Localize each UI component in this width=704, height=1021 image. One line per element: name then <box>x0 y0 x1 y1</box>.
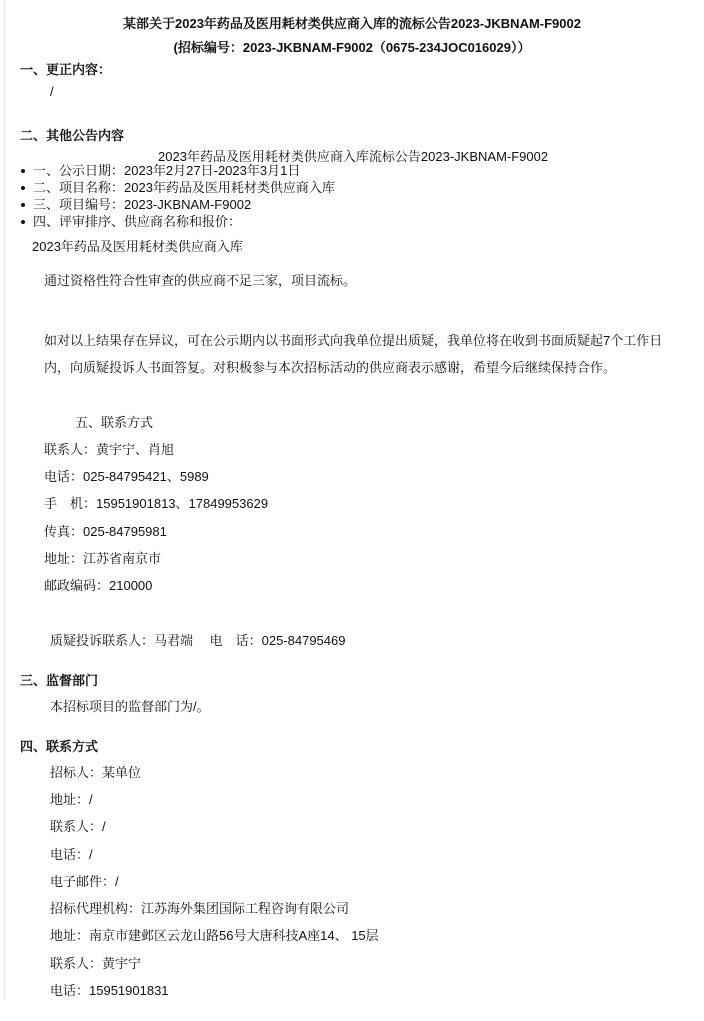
section-supervision-heading: 三、监督部门 <box>20 673 99 688</box>
contact-postcode: 邮政编码：210000 <box>44 578 153 593</box>
tenderer-phone: 电话：/ <box>50 847 93 862</box>
agency-contact: 联系人：黄宇宁 <box>50 956 142 971</box>
correction-content: / <box>50 84 54 99</box>
section-correction-heading: 一、更正内容： <box>20 62 112 77</box>
contact-fax: 传真：025-84795981 <box>44 524 167 539</box>
agency-phone: 电话：15951901831 <box>50 983 169 998</box>
tenderer-email: 电子邮件：/ <box>50 874 119 889</box>
objection-text-line2: 内，向质疑投诉人书面答复。对积极参与本次招标活动的供应商表示感谢，希望今后继续保持合作。 <box>44 360 617 375</box>
tender-number-title: (招标编号：2023-JKBNAM-F9002（0675-234JOC016029）） <box>173 40 531 55</box>
complaint-contact: 质疑投诉联系人：马君端 电 话：025-84795469 <box>50 633 346 648</box>
contact-address: 地址：江苏省南京市 <box>44 551 162 566</box>
contact-person: 联系人：黄宇宁、肖旭 <box>44 442 175 457</box>
announcement-subtitle: 2023年药品及医用耗材类供应商入库流标公告2023-JKBNAM-F9002 <box>158 149 549 164</box>
list-item: 一、公示日期：2023年2月27日-2023年3月1日 <box>20 162 335 179</box>
tenderer: 招标人：某单位 <box>50 765 142 780</box>
list-item: 二、项目名称：2023年药品及医用耗材类供应商入库 <box>20 179 335 196</box>
section-contact-heading: 四、联系方式 <box>20 739 99 754</box>
announcement-info-list <box>20 162 335 230</box>
left-border-line <box>4 0 5 1000</box>
result-text: 通过资格性符合性审查的供应商不足三家，项目流标。 <box>44 273 357 288</box>
agency-address: 地址：南京市建邺区云龙山路56号大唐科技A座14、 15层 <box>50 928 379 943</box>
tenderer-contact: 联系人：/ <box>50 819 106 834</box>
supervision-content: 本招标项目的监督部门为/。 <box>50 699 210 714</box>
section-other-heading: 二、其他公告内容 <box>20 128 125 143</box>
objection-text-line1: 如对以上结果存在异议，可在公示期内以书面形式向我单位提出质疑，我单位将在收到书面质疑起7个工作日 <box>44 333 663 348</box>
tenderer-address: 地址：/ <box>50 792 93 807</box>
list-item: 四、评审排序、供应商名称和报价： <box>20 213 335 230</box>
agency-name: 招标代理机构：江苏海外集团国际工程咨询有限公司 <box>50 901 350 916</box>
project-name-text: 2023年药品及医用耗材类供应商入库 <box>32 239 243 254</box>
list-item: 三、项目编号：2023-JKBNAM-F9002 <box>20 196 335 213</box>
contact-section-heading: 五、联系方式 <box>75 415 154 430</box>
contact-mobile: 手 机：15951901813、17849953629 <box>44 496 269 511</box>
contact-phone: 电话：025-84795421、5989 <box>44 469 209 484</box>
notice-title: 某部关于2023年药品及医用耗材类供应商入库的流标公告2023-JKBNAM-F9002 <box>123 16 581 31</box>
